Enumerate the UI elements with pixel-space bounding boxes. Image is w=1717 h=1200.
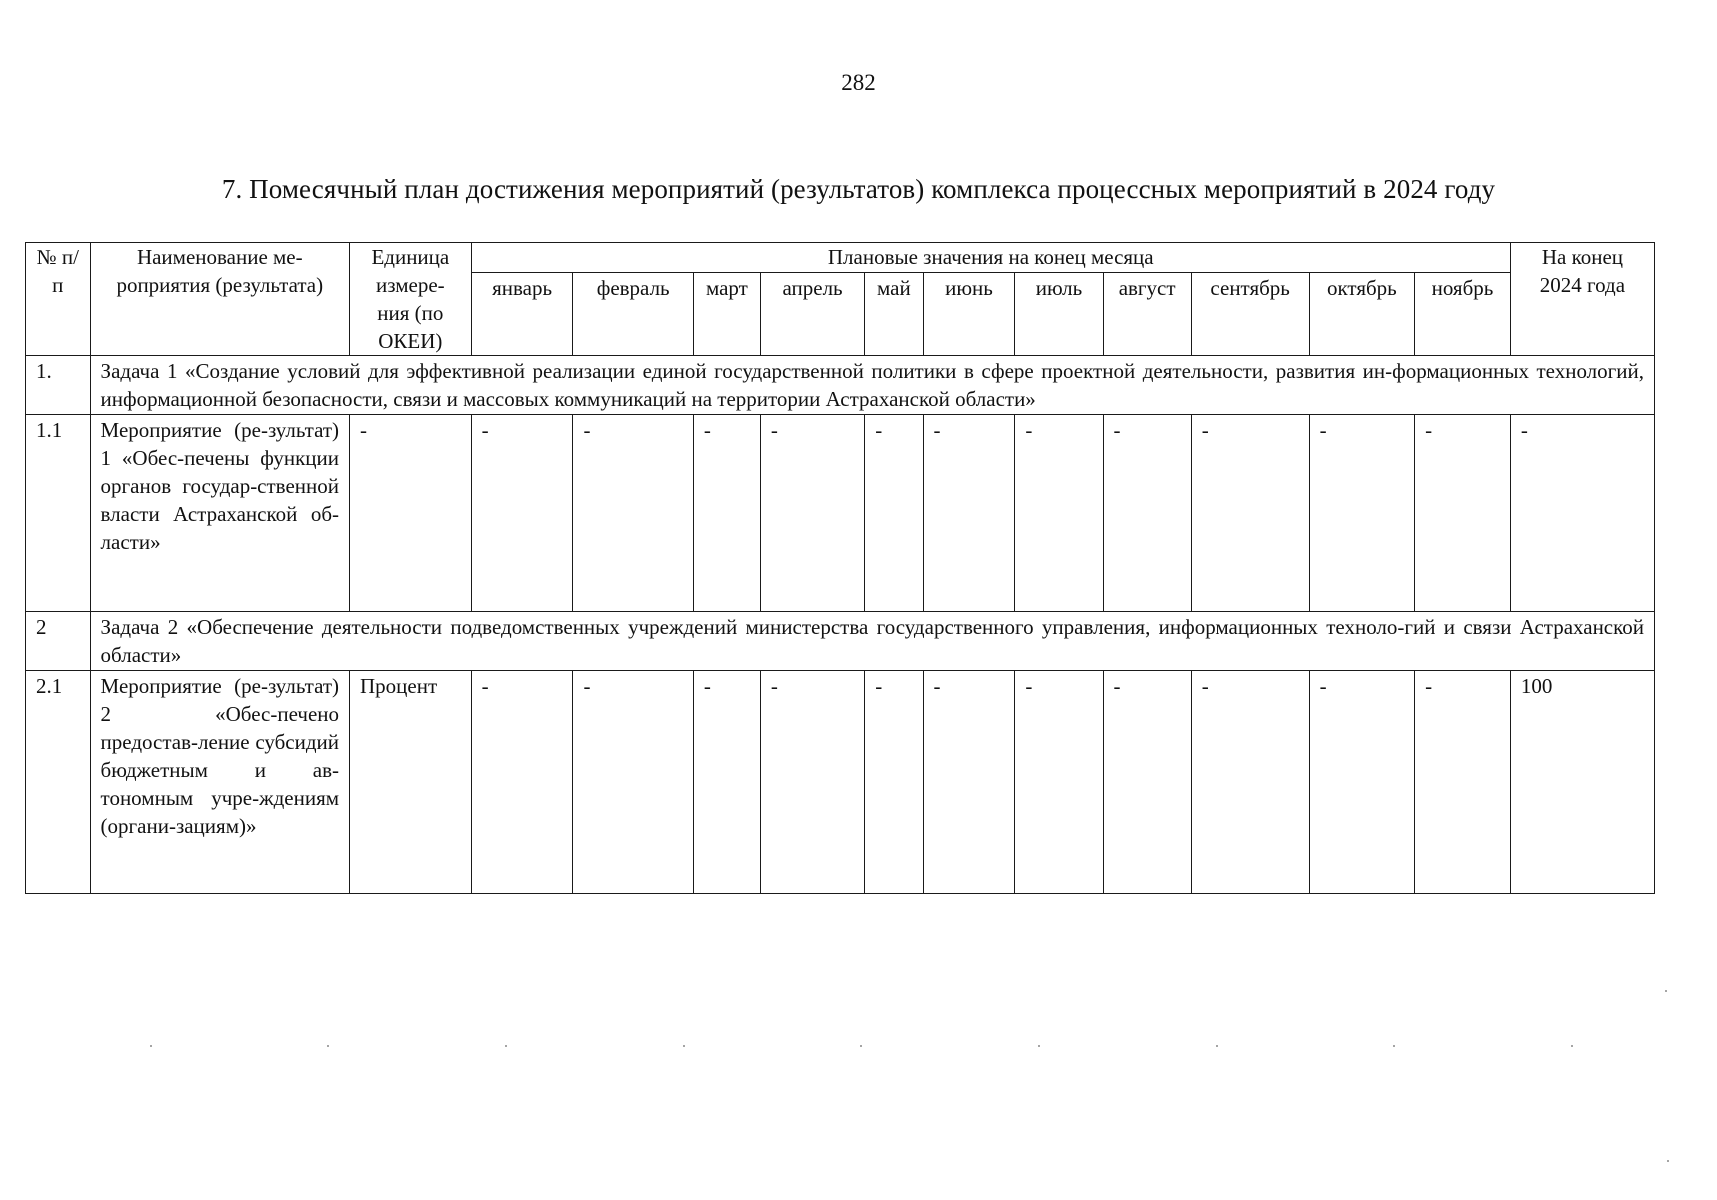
- measure-unit: Процент: [350, 671, 472, 894]
- month-value: -: [923, 671, 1015, 894]
- header-unit: Единица измере-ния (по ОКЕИ): [350, 243, 472, 356]
- row-number: 1.1: [26, 415, 91, 612]
- month-value: -: [1415, 671, 1511, 894]
- scan-speck: [1038, 1045, 1040, 1047]
- month-value: -: [573, 671, 693, 894]
- scan-speck: [505, 1045, 507, 1047]
- end-of-year-value: -: [1510, 415, 1654, 612]
- scan-speck: [1393, 1045, 1395, 1047]
- header-end-of-year: На конец 2024 года: [1510, 243, 1654, 356]
- task-row: [26, 612, 1655, 671]
- measure-row: [26, 415, 1655, 612]
- measure-row: [26, 671, 1655, 894]
- header-month: апрель: [760, 272, 864, 355]
- scan-speck: [1665, 990, 1667, 992]
- month-value: -: [1015, 671, 1103, 894]
- header-month: февраль: [573, 272, 693, 355]
- header-month: октябрь: [1309, 272, 1415, 355]
- header-num: № п/п: [26, 243, 91, 356]
- task-row: [26, 356, 1655, 415]
- header-month: август: [1103, 272, 1191, 355]
- scan-speck: [683, 1045, 685, 1047]
- page-number: 282: [841, 70, 876, 95]
- month-value: -: [573, 415, 693, 612]
- month-value: -: [865, 415, 923, 612]
- task-text: Задача 1 «Создание условий для эффективной реализации единой государственной политики в сфере проектной деятельности, развития ин-формационных технологий, информационной безопасности, связи и массовых коммуникаций на территории Астраханской области»: [90, 356, 1654, 415]
- header-name: Наименование ме-роприятия (результата): [90, 243, 349, 356]
- header-plan-group: Плановые значения на конец месяца: [471, 243, 1510, 273]
- scan-speck: [327, 1045, 329, 1047]
- month-value: -: [1309, 671, 1415, 894]
- measure-name: Мероприятие (ре-зультат) 1 «Обес-печены функции органов государ-ственной власти Астраханской об-ласти»: [90, 415, 349, 612]
- monthly-plan-table: [25, 242, 1655, 894]
- month-value: -: [693, 671, 760, 894]
- header-row: [26, 243, 1655, 273]
- scan-speck: [1216, 1045, 1218, 1047]
- scan-speck: [150, 1045, 152, 1047]
- scan-speck: [860, 1045, 862, 1047]
- month-value: -: [1191, 671, 1309, 894]
- measure-name: Мероприятие (ре-зультат) 2 «Обес-печено предостав-ление субсидий бюджетным и ав-тономным учре-ждениям (органи-зациям)»: [90, 671, 349, 894]
- row-number: 2.1: [26, 671, 91, 894]
- header-month: ноябрь: [1415, 272, 1511, 355]
- month-value: -: [760, 415, 864, 612]
- header-month: июль: [1015, 272, 1103, 355]
- month-value: -: [760, 671, 864, 894]
- month-value: -: [865, 671, 923, 894]
- month-value: -: [1015, 415, 1103, 612]
- measure-unit: -: [350, 415, 472, 612]
- month-value: -: [1309, 415, 1415, 612]
- row-number: 2: [26, 612, 91, 671]
- month-value: -: [1415, 415, 1511, 612]
- task-text: Задача 2 «Обеспечение деятельности подведомственных учреждений министерства государственного управления, информационных техноло-гий и связи Астраханской области»: [90, 612, 1654, 671]
- header-month: май: [865, 272, 923, 355]
- header-month: сентябрь: [1191, 272, 1309, 355]
- month-value: -: [471, 671, 573, 894]
- end-of-year-value: 100: [1510, 671, 1654, 894]
- month-value: -: [1103, 415, 1191, 612]
- row-number: 1.: [26, 356, 91, 415]
- month-value: -: [1191, 415, 1309, 612]
- month-value: -: [923, 415, 1015, 612]
- scan-speck: [1667, 1160, 1669, 1162]
- document-title: 7. Помесячный план достижения мероприятий (результатов) комплекса процессных мероприятий в 2024 году: [221, 174, 1496, 204]
- month-value: -: [471, 415, 573, 612]
- header-month: март: [693, 272, 760, 355]
- month-value: -: [1103, 671, 1191, 894]
- header-month: июнь: [923, 272, 1015, 355]
- month-value: -: [693, 415, 760, 612]
- scan-speck: [1571, 1045, 1573, 1047]
- header-month: январь: [471, 272, 573, 355]
